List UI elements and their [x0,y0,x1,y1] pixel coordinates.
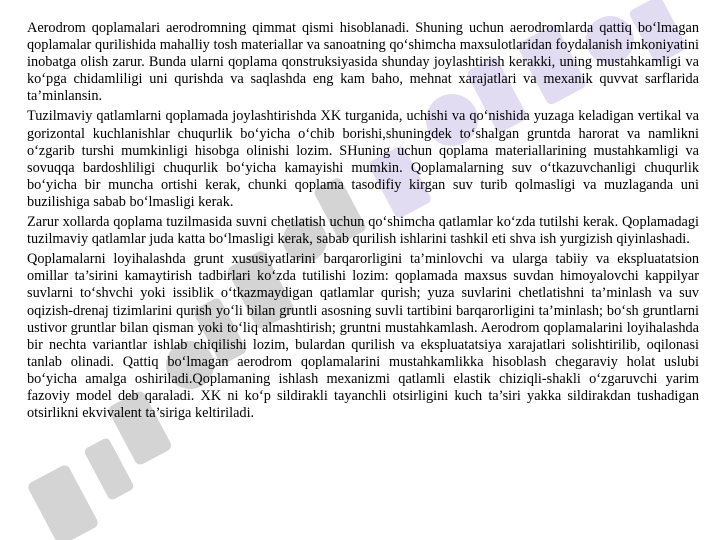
paragraph-3: Zarur xollarda qoplama tuzilmasida suvni chetlatish uchun qo‘shimcha qatlamlar ko‘zda tutilshi kerak. Qoplamadagi tuzilmaviy qatlamlar juda katta bo‘lmasligi kerak, sabab qurilish ishlarini tashkil eti shva ish yurgizish qiyinlashadi. [27,214,699,248]
paragraph-2: Tuzilmaviy qatlamlarni qoplamada joylashtirishda XK turganida, uchishi va qo‘nishida yuzaga keladigan vertikal va gorizontal kuchlanishlar chuqurlik bo‘yicha o‘chib borishi,shuningdek to‘shalgan gruntda harorat va namlikni o‘zgarib turshi mumkinligi hisobga olinishi lozim. SHuning uchun qoplama materiallarining mustahkamligi va sovuqqa bardoshliligi chuqurlik bo‘yicha kamayishi mumkin. Qoplamalarning suv o‘tkazuvchanligi chuqurlik bo‘yicha bir muncha ortishi kerak, chunki qoplama tasodifiy kirgan suv turib qolmasligi va muzlaganda uni buzilishiga sabab bo‘lmasligi kerak. [27,108,699,210]
paragraph-4: Qoplamalarni loyihalashda grunt xususiyatlarini barqarorligini ta’minlovchi va ularga tabiiy va ekspluatatsion omillar ta’sirini kamaytirish tadbirlari ko‘zda tutilishi lozim: qoplamada maxsus suvdan himoyalovchi kappilyar suvlarni to‘shvchi yoki issiblik o‘tkazmaydigan qatlamlar qurish; yuza suvlarini chetlatishni ta’minlash va suv oqizish-drenaj tizimlarini qurish yo‘li bilan gruntli asosning suvli tartibini barqarorligini ta’minlash; bo‘sh gruntlarni ustivor gruntlar bilan qisman yoki to‘liq almashtirish; gruntni mustahkamlash. Aerodrom qoplamalarini loyihalashda bir nechta variantlar ishlab chiqilishi lozim, bulardan qurilish va ekspluatatsiya xarajatlari solishtirilib, oqilonasi tanlab olinadi. Qattiq bo‘lmagan aerodrom qoplamalarini mustahkamlikka hisoblash chegaraviy holat uslubi bo‘yicha amalga oshiriladi.Qoplamaning ishlash mexanizmi qatlamli elastik chiziqli-shakli o‘zgaruvchi yarim fazoviy model deb qaraladi. XK ni ko‘p sildirakli tayanchli otsirligini kuch ta’siri yakka sildirakdan tushadigan otsirlikni ekvivalent ta’siriga keltiriladi. [27,251,699,422]
document-body [27,20,699,425]
paragraph-1: Aerodrom qoplamalari aerodromning qimmat qismi hisoblanadi. Shuning uchun aerodromlarda qattiq bo‘lmagan qoplamalar qurilishida mahalliy tosh materiallar va sanoatning qo‘shimcha maxsulotlaridan foydalanish imkoniyatini inobatga olish zarur. Bunda ularni qoplama qonstruksiyasida shunday joylashtirish kerakki, uning mustahkamligi va ko‘pga chidamliligi uni qurishda va saqlashda eng kam baho, mehnat xarajatlari va mexanik quvvat sarflarida ta’minlansin. [27,20,699,105]
